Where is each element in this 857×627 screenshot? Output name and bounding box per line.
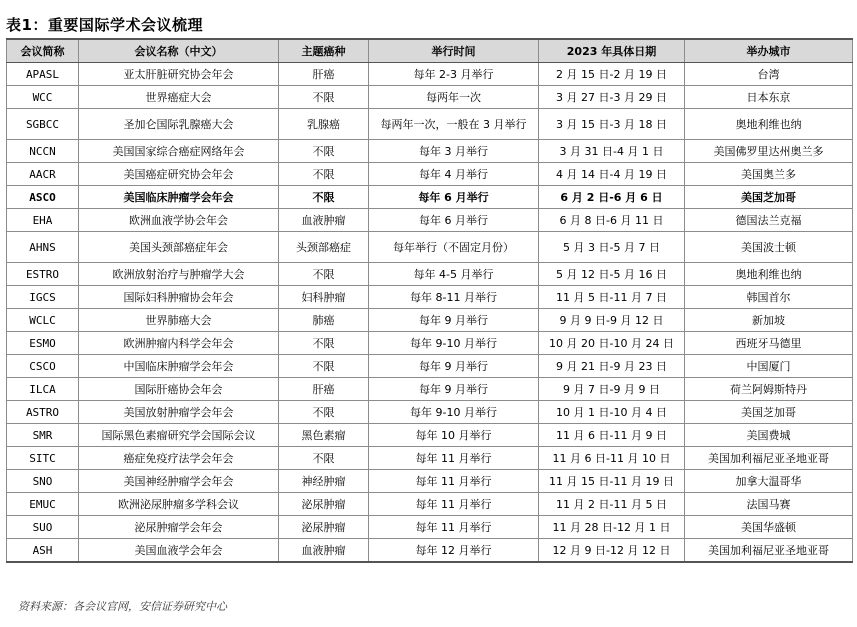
cell-date: 3 月 15 日-3 月 18 日 (539, 109, 685, 140)
cell-name: 癌症免疫疗法学会年会 (79, 447, 279, 470)
cell-name: 国际肝癌协会年会 (79, 378, 279, 401)
cell-cancer-type: 不限 (279, 140, 369, 163)
cell-date: 12 月 9 日-12 月 12 日 (539, 539, 685, 563)
cell-date: 6 月 2 日-6 月 6 日 (539, 186, 685, 209)
cell-date: 3 月 27 日-3 月 29 日 (539, 86, 685, 109)
table-row (7, 378, 853, 401)
cell-schedule: 每年 11 月举行 (369, 516, 539, 539)
header-city: 举办城市 (685, 39, 853, 63)
cell-cancer-type: 头颈部癌症 (279, 232, 369, 263)
cell-city: 美国波士顿 (685, 232, 853, 263)
cell-date: 6 月 8 日-6 月 11 日 (539, 209, 685, 232)
cell-date: 5 月 12 日-5 月 16 日 (539, 263, 685, 286)
cell-cancer-type: 不限 (279, 401, 369, 424)
cell-abbr: SITC (7, 447, 79, 470)
cell-cancer-type: 肺癌 (279, 309, 369, 332)
cell-cancer-type: 泌尿肿瘤 (279, 516, 369, 539)
cell-name: 美国神经肿瘤学会年会 (79, 470, 279, 493)
table-row (7, 286, 853, 309)
cell-cancer-type: 黑色素瘤 (279, 424, 369, 447)
cell-date: 2 月 15 日-2 月 19 日 (539, 63, 685, 86)
cell-abbr: ASTRO (7, 401, 79, 424)
source-note: 资料来源：各会议官网，安信证券研究中心 (18, 600, 227, 613)
cell-city: 美国佛罗里达州奥兰多 (685, 140, 853, 163)
cell-schedule: 每年 9 月举行 (369, 355, 539, 378)
cell-abbr: SUO (7, 516, 79, 539)
cell-name: 美国国家综合癌症网络年会 (79, 140, 279, 163)
table-row (7, 355, 853, 378)
cell-name: 欧洲肿瘤内科学会年会 (79, 332, 279, 355)
table-row (7, 163, 853, 186)
cell-cancer-type: 泌尿肿瘤 (279, 493, 369, 516)
cell-name: 国际黑色素瘤研究学会国际会议 (79, 424, 279, 447)
cell-city: 奥地利维也纳 (685, 263, 853, 286)
cell-abbr: SGBCC (7, 109, 79, 140)
table-row (7, 263, 853, 286)
cell-schedule: 每年 2-3 月举行 (369, 63, 539, 86)
cell-name: 美国血液学会年会 (79, 539, 279, 563)
cell-abbr: CSCO (7, 355, 79, 378)
cell-city: 新加坡 (685, 309, 853, 332)
cell-schedule: 每年 9 月举行 (369, 378, 539, 401)
cell-city: 加拿大温哥华 (685, 470, 853, 493)
cell-cancer-type: 妇科肿瘤 (279, 286, 369, 309)
cell-abbr: IGCS (7, 286, 79, 309)
cell-abbr: WCC (7, 86, 79, 109)
header-row (7, 39, 853, 63)
cell-date: 5 月 3 日-5 月 7 日 (539, 232, 685, 263)
cell-abbr: ASCO (7, 186, 79, 209)
cell-city: 荷兰阿姆斯特丹 (685, 378, 853, 401)
cell-date: 9 月 21 日-9 月 23 日 (539, 355, 685, 378)
cell-cancer-type: 肝癌 (279, 63, 369, 86)
table-row (7, 401, 853, 424)
cell-name: 亚太肝脏研究协会年会 (79, 63, 279, 86)
cell-city: 奥地利维也纳 (685, 109, 853, 140)
cell-abbr: ESTRO (7, 263, 79, 286)
cell-abbr: WCLC (7, 309, 79, 332)
cell-date: 10 月 1 日-10 月 4 日 (539, 401, 685, 424)
cell-cancer-type: 神经肿瘤 (279, 470, 369, 493)
cell-schedule: 每年 11 月举行 (369, 493, 539, 516)
cell-cancer-type: 血液肿瘤 (279, 539, 369, 563)
cell-cancer-type: 不限 (279, 163, 369, 186)
cell-date: 11 月 15 日-11 月 19 日 (539, 470, 685, 493)
table-row (7, 332, 853, 355)
cell-cancer-type: 肝癌 (279, 378, 369, 401)
cell-abbr: SMR (7, 424, 79, 447)
table-row (7, 232, 853, 263)
cell-date: 11 月 5 日-11 月 7 日 (539, 286, 685, 309)
cell-name: 美国放射肿瘤学会年会 (79, 401, 279, 424)
cell-name: 世界癌症大会 (79, 86, 279, 109)
cell-cancer-type: 不限 (279, 263, 369, 286)
header-abbr: 会议简称 (7, 39, 79, 63)
cell-schedule: 每年 9-10 月举行 (369, 332, 539, 355)
table-body (7, 63, 853, 563)
cell-city: 德国法兰克福 (685, 209, 853, 232)
cell-name: 美国临床肿瘤学会年会 (79, 186, 279, 209)
cell-schedule: 每年 11 月举行 (369, 447, 539, 470)
cell-abbr: AACR (7, 163, 79, 186)
cell-date: 11 月 2 日-11 月 5 日 (539, 493, 685, 516)
table-row (7, 516, 853, 539)
cell-city: 美国华盛顿 (685, 516, 853, 539)
table-row (7, 539, 853, 563)
cell-abbr: EMUC (7, 493, 79, 516)
table-row (7, 186, 853, 209)
cell-schedule: 每年 10 月举行 (369, 424, 539, 447)
cell-city: 韩国首尔 (685, 286, 853, 309)
table-row (7, 209, 853, 232)
cell-schedule: 每年举行（不固定月份） (369, 232, 539, 263)
cell-city: 中国厦门 (685, 355, 853, 378)
cell-schedule: 每年 3 月举行 (369, 140, 539, 163)
cell-cancer-type: 乳腺癌 (279, 109, 369, 140)
cell-name: 美国癌症研究协会年会 (79, 163, 279, 186)
cell-name: 中国临床肿瘤学会年会 (79, 355, 279, 378)
cell-name: 欧洲血液学协会年会 (79, 209, 279, 232)
header-date-2023: 2023 年具体日期 (539, 39, 685, 63)
cell-abbr: SNO (7, 470, 79, 493)
cell-city: 美国芝加哥 (685, 186, 853, 209)
cell-date: 9 月 9 日-9 月 12 日 (539, 309, 685, 332)
cell-cancer-type: 不限 (279, 447, 369, 470)
cell-schedule: 每两年一次 (369, 86, 539, 109)
header-cancer-type: 主题癌种 (279, 39, 369, 63)
cell-abbr: ASH (7, 539, 79, 563)
cell-city: 美国费城 (685, 424, 853, 447)
cell-name: 圣加仑国际乳腺癌大会 (79, 109, 279, 140)
table-row (7, 470, 853, 493)
cell-schedule: 每年 9 月举行 (369, 309, 539, 332)
cell-cancer-type: 不限 (279, 186, 369, 209)
cell-abbr: APASL (7, 63, 79, 86)
cell-cancer-type: 血液肿瘤 (279, 209, 369, 232)
table-row (7, 447, 853, 470)
cell-schedule: 每年 9-10 月举行 (369, 401, 539, 424)
cell-name: 泌尿肿瘤学会年会 (79, 516, 279, 539)
table-row (7, 424, 853, 447)
cell-city: 日本东京 (685, 86, 853, 109)
cell-city: 台湾 (685, 63, 853, 86)
cell-name: 国际妇科肿瘤协会年会 (79, 286, 279, 309)
conference-table (6, 38, 853, 563)
header-name: 会议名称（中文） (79, 39, 279, 63)
cell-city: 美国加利福尼亚圣地亚哥 (685, 447, 853, 470)
cell-abbr: ESMO (7, 332, 79, 355)
cell-abbr: EHA (7, 209, 79, 232)
table-row (7, 63, 853, 86)
cell-city: 美国奥兰多 (685, 163, 853, 186)
header-schedule: 举行时间 (369, 39, 539, 63)
cell-date: 9 月 7 日-9 月 9 日 (539, 378, 685, 401)
cell-date: 11 月 6 日-11 月 9 日 (539, 424, 685, 447)
cell-city: 美国加利福尼亚圣地亚哥 (685, 539, 853, 563)
cell-city: 西班牙马德里 (685, 332, 853, 355)
cell-date: 10 月 20 日-10 月 24 日 (539, 332, 685, 355)
cell-cancer-type: 不限 (279, 332, 369, 355)
cell-schedule: 每年 8-11 月举行 (369, 286, 539, 309)
cell-date: 11 月 6 日-11 月 10 日 (539, 447, 685, 470)
cell-name: 欧洲放射治疗与肿瘤学大会 (79, 263, 279, 286)
cell-city: 法国马赛 (685, 493, 853, 516)
cell-schedule: 每年 6 月举行 (369, 209, 539, 232)
cell-date: 4 月 14 日-4 月 19 日 (539, 163, 685, 186)
cell-name: 欧洲泌尿肿瘤多学科会议 (79, 493, 279, 516)
cell-abbr: ILCA (7, 378, 79, 401)
cell-cancer-type: 不限 (279, 355, 369, 378)
cell-schedule: 每年 4-5 月举行 (369, 263, 539, 286)
cell-name: 美国头颈部癌症年会 (79, 232, 279, 263)
cell-city: 美国芝加哥 (685, 401, 853, 424)
table-row (7, 140, 853, 163)
cell-date: 3 月 31 日-4 月 1 日 (539, 140, 685, 163)
table-title: 表1：重要国际学术会议梳理 (6, 16, 203, 34)
table-row (7, 109, 853, 140)
table-row (7, 493, 853, 516)
table-row (7, 86, 853, 109)
cell-cancer-type: 不限 (279, 86, 369, 109)
cell-schedule: 每年 11 月举行 (369, 470, 539, 493)
cell-schedule: 每两年一次，一般在 3 月举行 (369, 109, 539, 140)
cell-name: 世界肺癌大会 (79, 309, 279, 332)
cell-schedule: 每年 6 月举行 (369, 186, 539, 209)
cell-schedule: 每年 4 月举行 (369, 163, 539, 186)
cell-date: 11 月 28 日-12 月 1 日 (539, 516, 685, 539)
cell-abbr: NCCN (7, 140, 79, 163)
table-row (7, 309, 853, 332)
cell-schedule: 每年 12 月举行 (369, 539, 539, 563)
cell-abbr: AHNS (7, 232, 79, 263)
